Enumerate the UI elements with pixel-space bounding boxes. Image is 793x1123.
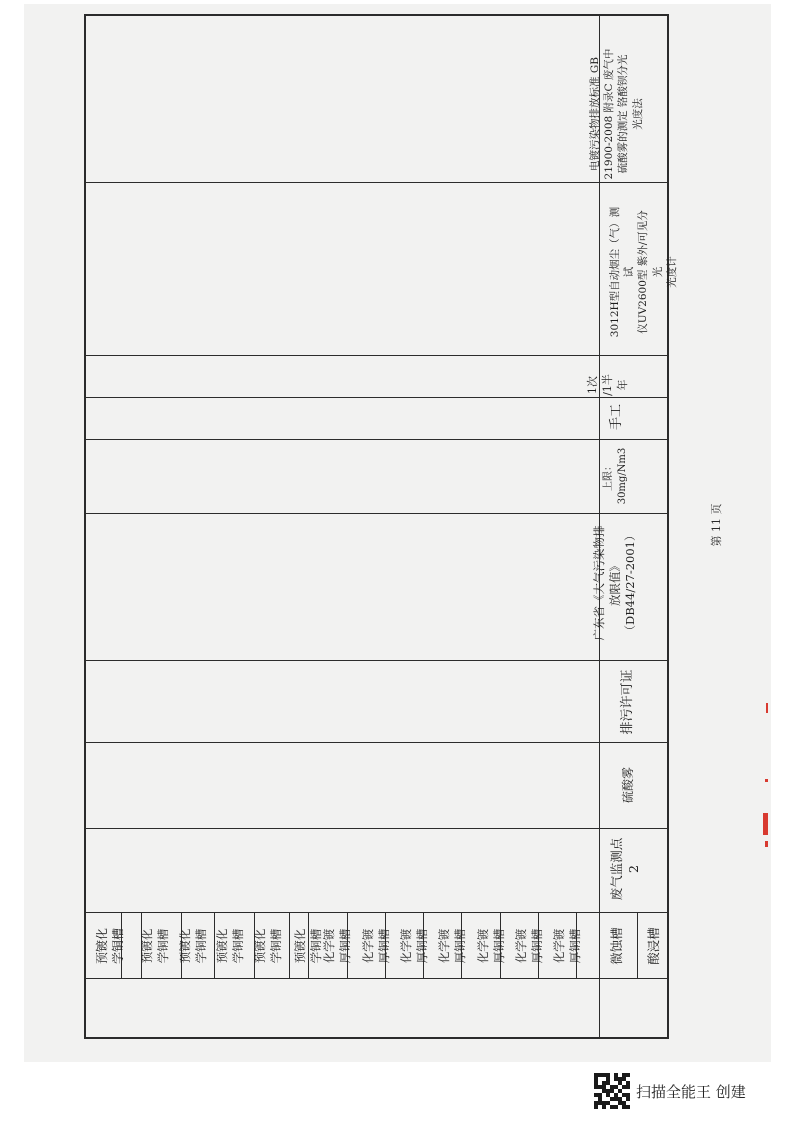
- cell-instrument: 3012H型自动烟尘（气）测试 仪UV2600型 紫外/可见分光 光度计: [609, 206, 678, 338]
- tank-item: 化学镀 厚铜槽: [552, 928, 582, 964]
- cell-method: 电镀污染物排放标准 GB 21900-2008 附录C 废气中 硫酸雾的测定 铬酸钡分光 光度法: [589, 48, 644, 180]
- tank-item: 酸浸槽: [646, 927, 661, 965]
- cell-limit: 上限： 30mg/Nm3: [603, 447, 628, 505]
- tank-item: 预镀化 学铜槽: [215, 928, 245, 964]
- cell-monitoring-point: 废气监测点 2: [609, 837, 641, 901]
- tank-item: 化学镀 厚铜槽: [514, 928, 544, 964]
- tank-item: 预镀化 学铜槽: [293, 928, 323, 964]
- tank-item: 微蚀槽: [609, 927, 624, 965]
- tank-item: 化学镀 厚铜槽: [437, 928, 467, 964]
- scan-mark: [765, 841, 768, 847]
- tank-item: 预镀化 学铜槽: [253, 928, 283, 964]
- scan-mark: [765, 779, 768, 782]
- cell-standard: 广东省《大气污染物排 放限值》 （DB44/27-2001）: [592, 525, 638, 641]
- tank-item: 预镀化 学铜槽: [178, 928, 208, 964]
- cell-frequency: 1次 /1半 年: [586, 374, 629, 396]
- qr-code-icon: [594, 1073, 630, 1109]
- cell-basis: 排污许可证: [620, 669, 635, 735]
- scanner-watermark: [594, 1073, 746, 1109]
- scan-mark: [763, 813, 768, 835]
- page-number: 第 11 页: [710, 503, 723, 547]
- tank-item: 预镀化 学铜槽: [95, 928, 126, 965]
- scanned-page: [24, 4, 771, 1062]
- tank-item: 化学镀 厚铜槽: [476, 928, 506, 964]
- cell-mode: 手工: [609, 404, 624, 431]
- tank-item: 化学镀 厚铜槽: [322, 928, 352, 964]
- tank-item: 预镀化 学铜槽: [140, 928, 170, 964]
- scan-mark: [766, 703, 768, 713]
- tank-item: 化学镀 厚铜槽: [399, 928, 429, 964]
- tank-item: 化学镀 厚铜槽: [361, 928, 391, 964]
- cell-pollutant: 硫酸雾: [621, 767, 635, 804]
- watermark-text: 扫描全能王 创建: [636, 1082, 746, 1101]
